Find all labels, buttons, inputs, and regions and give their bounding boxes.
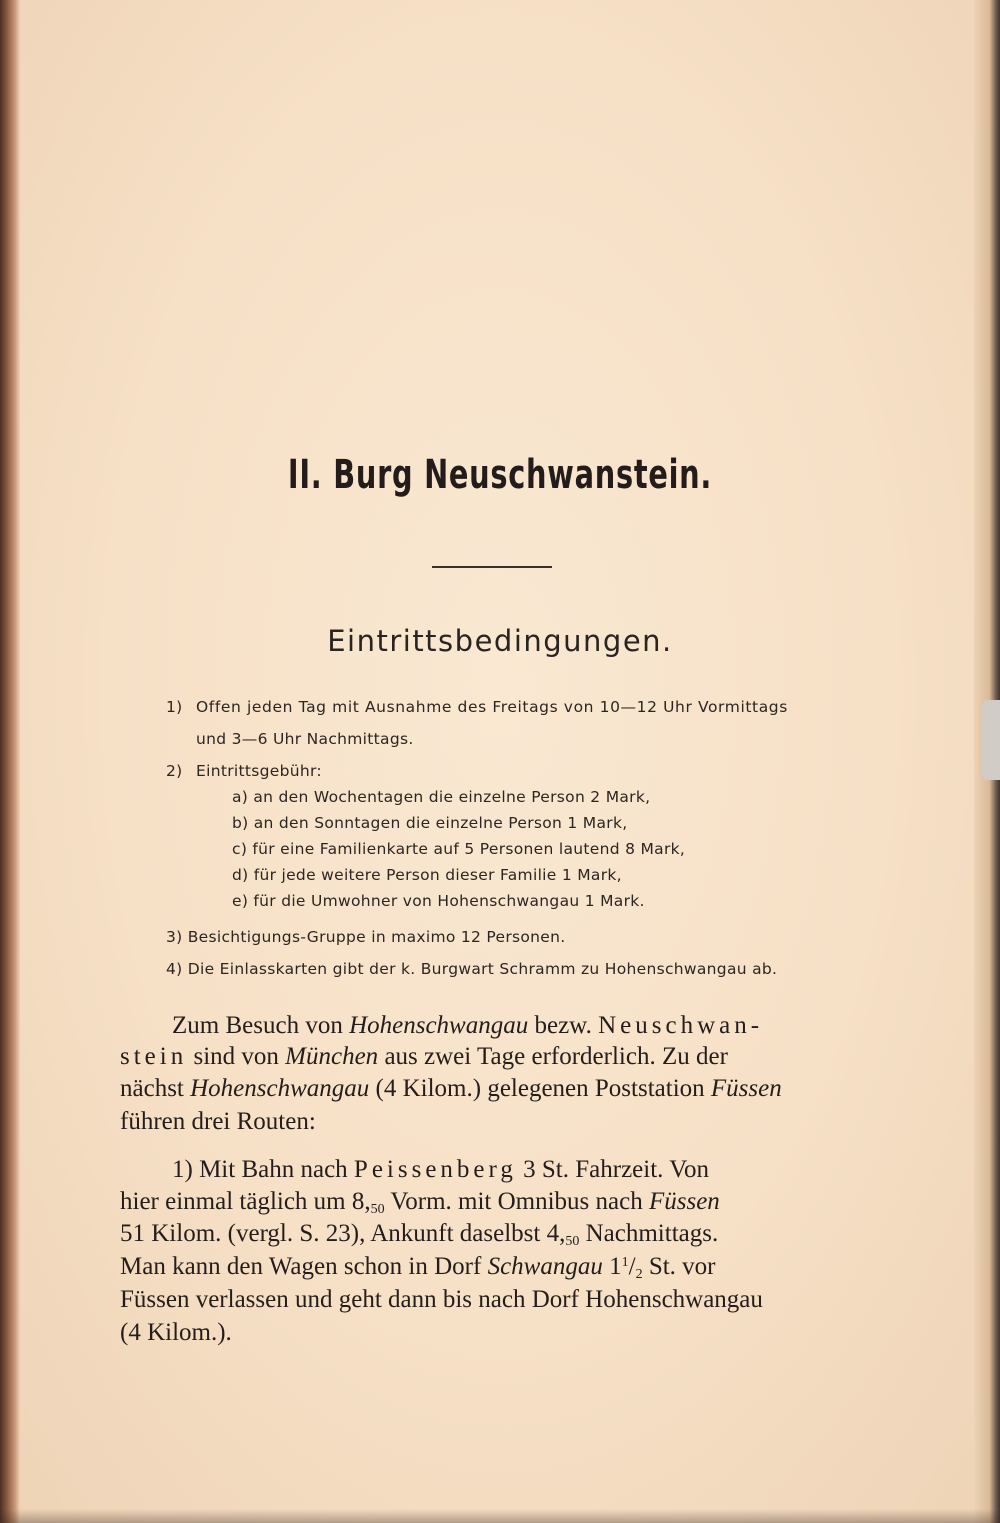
condition-4: 4) Die Einlasskarten gibt der k. Burgwart Schramm zu Hohenschwangau ab.: [166, 960, 778, 978]
paragraph-2-line-2: hier einmal täglich um $8,_{50}$ Vorm. mit Omnibus nach Füssen: [120, 1188, 720, 1217]
condition-2c: c) für eine Familienkarte auf 5 Personen lautend 8 Mark,: [232, 840, 686, 858]
paragraph-2-line-4: Man kann den Wagen schon in Dorf Schwangau $1^1/_2$ St. vor: [120, 1253, 716, 1282]
page-tab: [982, 700, 1000, 780]
condition-3: 3) Besichtigungs-Gruppe in maximo 12 Personen.: [166, 928, 566, 946]
section-subtitle: Eintrittsbedingungen.: [327, 624, 673, 658]
condition-1-line-2: und 3—6 Uhr Nachmittags.: [196, 730, 414, 748]
condition-2-heading: Eintrittsgebühr:: [196, 762, 322, 780]
condition-1-number: 1): [166, 698, 183, 716]
condition-1-line-1: Offen jeden Tag mit Ausnahme des Freitags von 10—12 Uhr Vormittags: [196, 698, 788, 716]
title-divider: [432, 566, 552, 568]
condition-2-number: 2): [166, 762, 183, 780]
paragraph-1-line-4: führen drei Routen:: [120, 1108, 316, 1135]
book-spine-shadow: [0, 0, 20, 1523]
paragraph-1-line-3: nächst Hohenschwangau (4 Kilom.) gelegenen Poststation Füssen: [120, 1075, 782, 1102]
condition-2b: b) an den Sonntagen die einzelne Person 1 Mark,: [232, 814, 628, 832]
condition-2d: d) für jede weitere Person dieser Familie 1 Mark,: [232, 866, 622, 884]
condition-2a: a) an den Wochentagen die einzelne Person 2 Mark,: [232, 788, 651, 806]
paragraph-2-line-1: 1) Mit Bahn nach Peissenberg 3 St. Fahrzeit. Von: [172, 1156, 710, 1183]
paragraph-2-line-5: Füssen verlassen und geht dann bis nach Dorf Hohenschwangau: [120, 1286, 763, 1313]
chapter-title: II. Burg Neuschwanstein.: [287, 452, 713, 498]
paragraph-1-line-2: stein sind von München aus zwei Tage erforderlich. Zu der: [120, 1043, 728, 1070]
paragraph-2-line-3: 51 Kilom. (vergl. S. 23), Ankunft daselbst $4,_{50}$ Nachmittags.: [120, 1220, 719, 1249]
paragraph-1-line-1: Zum Besuch von Hohenschwangau bezw. Neuschwan-: [172, 1012, 764, 1039]
condition-2e: e) für die Umwohner von Hohenschwangau 1 Mark.: [232, 892, 645, 910]
bottom-shadow: [0, 1509, 1000, 1523]
paragraph-2-line-6: (4 Kilom.).: [120, 1319, 232, 1346]
